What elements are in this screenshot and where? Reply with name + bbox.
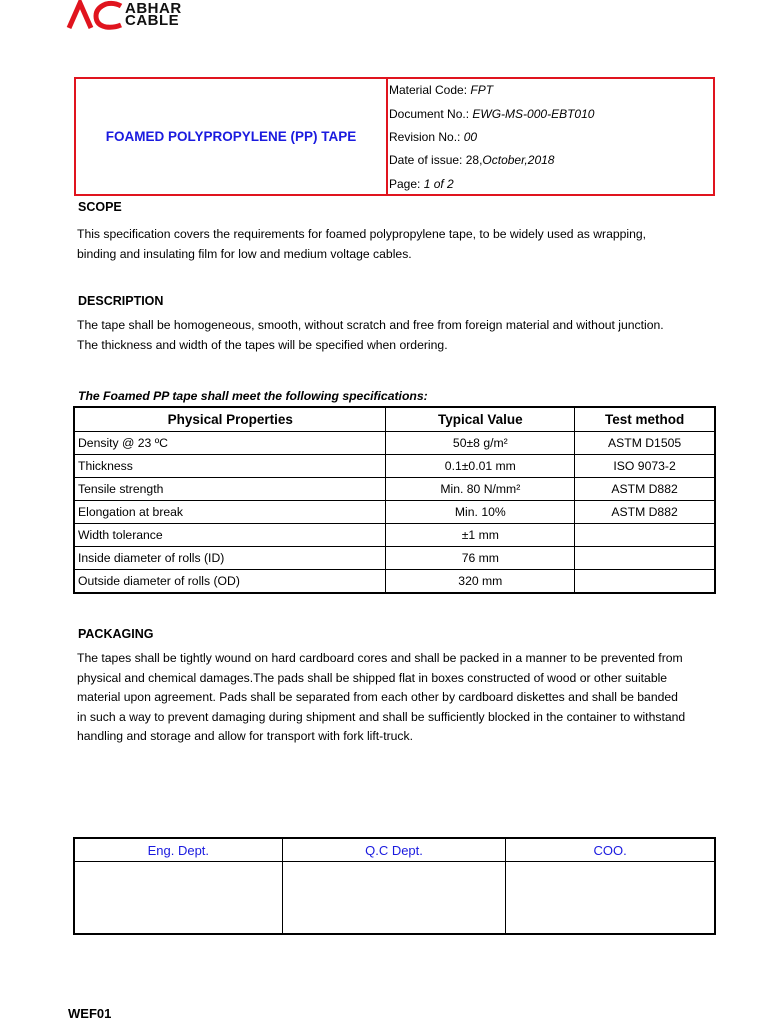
table-row xyxy=(75,432,715,455)
table-row xyxy=(75,501,715,524)
material-code-value: FPT xyxy=(470,83,494,97)
logo-word-cable: CABLE xyxy=(125,12,180,29)
date-rest: October,2018 xyxy=(482,153,555,167)
scope-line-1: This specification covers the requirements for foamed polypropylene tape, to be widely used as wrapping, xyxy=(77,227,647,241)
page-line xyxy=(389,177,454,191)
value-cell: 0.1±0.01 mm xyxy=(386,455,575,478)
value-cell: 50±8 g/m² xyxy=(386,432,575,455)
method-cell xyxy=(575,524,715,547)
scope-text xyxy=(77,225,717,264)
company-logo xyxy=(66,0,206,30)
property-cell: Elongation at break xyxy=(75,501,386,524)
value-cell: 320 mm xyxy=(386,570,575,593)
col-header-typical-value: Typical Value xyxy=(386,408,575,432)
specifications-table xyxy=(74,407,715,593)
eng-dept-signature-cell xyxy=(75,862,283,934)
property-cell: Width tolerance xyxy=(75,524,386,547)
packaging-heading: PACKAGING xyxy=(78,627,154,641)
method-cell: ISO 9073-2 xyxy=(575,455,715,478)
property-cell: Outside diameter of rolls (OD) xyxy=(75,570,386,593)
document-no-label: Document No.: xyxy=(389,107,470,121)
material-code-line xyxy=(389,83,493,97)
header-divider xyxy=(386,79,388,194)
table-row xyxy=(75,478,715,501)
signature-header-row xyxy=(75,839,715,862)
property-cell: Density @ 23 ºC xyxy=(75,432,386,455)
description-heading: DESCRIPTION xyxy=(78,294,164,308)
date-label: Date of issue: xyxy=(389,153,463,167)
description-line-1: The tape shall be homogeneous, smooth, without scratch and free from foreign material and without junction. xyxy=(77,318,664,332)
page-label: Page: xyxy=(389,177,421,191)
spec-caption: The Foamed PP tape shall meet the following specifications: xyxy=(78,389,428,403)
property-cell: Thickness xyxy=(75,455,386,478)
qc-dept-header: Q.C Dept. xyxy=(282,839,506,862)
spec-header-row xyxy=(75,408,715,432)
value-cell: ±1 mm xyxy=(386,524,575,547)
document-no-value: EWG-MS-000-EBT010 xyxy=(472,107,595,121)
scope-heading: SCOPE xyxy=(78,200,122,214)
logo-word-abhar: ABHAR xyxy=(125,0,182,17)
scope-line-2: binding and insulating film for low and medium voltage cables. xyxy=(77,246,412,261)
method-cell: ASTM D882 xyxy=(575,478,715,501)
signature-table xyxy=(74,838,715,934)
description-line-2: The thickness and width of the tapes will be specified when ordering. xyxy=(77,337,448,352)
value-cell: Min. 80 N/mm² xyxy=(386,478,575,501)
packaging-text xyxy=(77,649,727,747)
packaging-line-5: handling and storage and allow for transport with fork lift-truck. xyxy=(77,729,414,743)
packaging-line-2: physical and chemical damages.The pads shall be shipped flat in boxes constructed of wood or other suitable xyxy=(77,670,668,685)
packaging-line-3: material upon agreement. Pads shall be separated from each other by cardboard diskettes and shall be banded xyxy=(77,690,678,704)
method-cell xyxy=(575,570,715,593)
revision-line xyxy=(389,130,477,144)
method-cell: ASTM D882 xyxy=(575,501,715,524)
col-header-physical-properties: Physical Properties xyxy=(75,408,386,432)
date-line xyxy=(389,153,554,167)
col-header-test-method: Test method xyxy=(575,408,715,432)
packaging-line-4: in such a way to prevent damaging during shipment and shall be sufficiently blocked in the container to withstand xyxy=(77,709,686,724)
document-no-line xyxy=(389,107,594,121)
document-title: FOAMED POLYPROPYLENE (PP) TAPE xyxy=(105,129,357,144)
property-cell: Tensile strength xyxy=(75,478,386,501)
document-header-box xyxy=(74,77,715,196)
packaging-line-1: The tapes shall be tightly wound on hard cardboard cores and shall be packed in a manner to be prevented from xyxy=(77,651,683,665)
qc-dept-signature-cell xyxy=(282,862,506,934)
ac-logo-mark-icon xyxy=(66,0,124,30)
coo-signature-cell xyxy=(506,862,715,934)
method-cell: ASTM D1505 xyxy=(575,432,715,455)
footer-form-code: WEF01 xyxy=(68,1006,112,1021)
date-day: 28, xyxy=(465,153,483,167)
value-cell: 76 mm xyxy=(386,547,575,570)
coo-header: COO. xyxy=(506,839,715,862)
revision-label: Revision No.: xyxy=(389,130,461,144)
material-code-label: Material Code: xyxy=(389,83,468,97)
signature-body-row xyxy=(75,862,715,934)
table-row xyxy=(75,547,715,570)
table-row xyxy=(75,455,715,478)
table-row xyxy=(75,524,715,547)
method-cell xyxy=(575,547,715,570)
table-row xyxy=(75,570,715,593)
revision-value: 00 xyxy=(463,130,478,144)
description-text xyxy=(77,316,717,355)
eng-dept-header: Eng. Dept. xyxy=(75,839,283,862)
page-value: 1 of 2 xyxy=(423,177,454,191)
value-cell: Min. 10% xyxy=(386,501,575,524)
property-cell: Inside diameter of rolls (ID) xyxy=(75,547,386,570)
